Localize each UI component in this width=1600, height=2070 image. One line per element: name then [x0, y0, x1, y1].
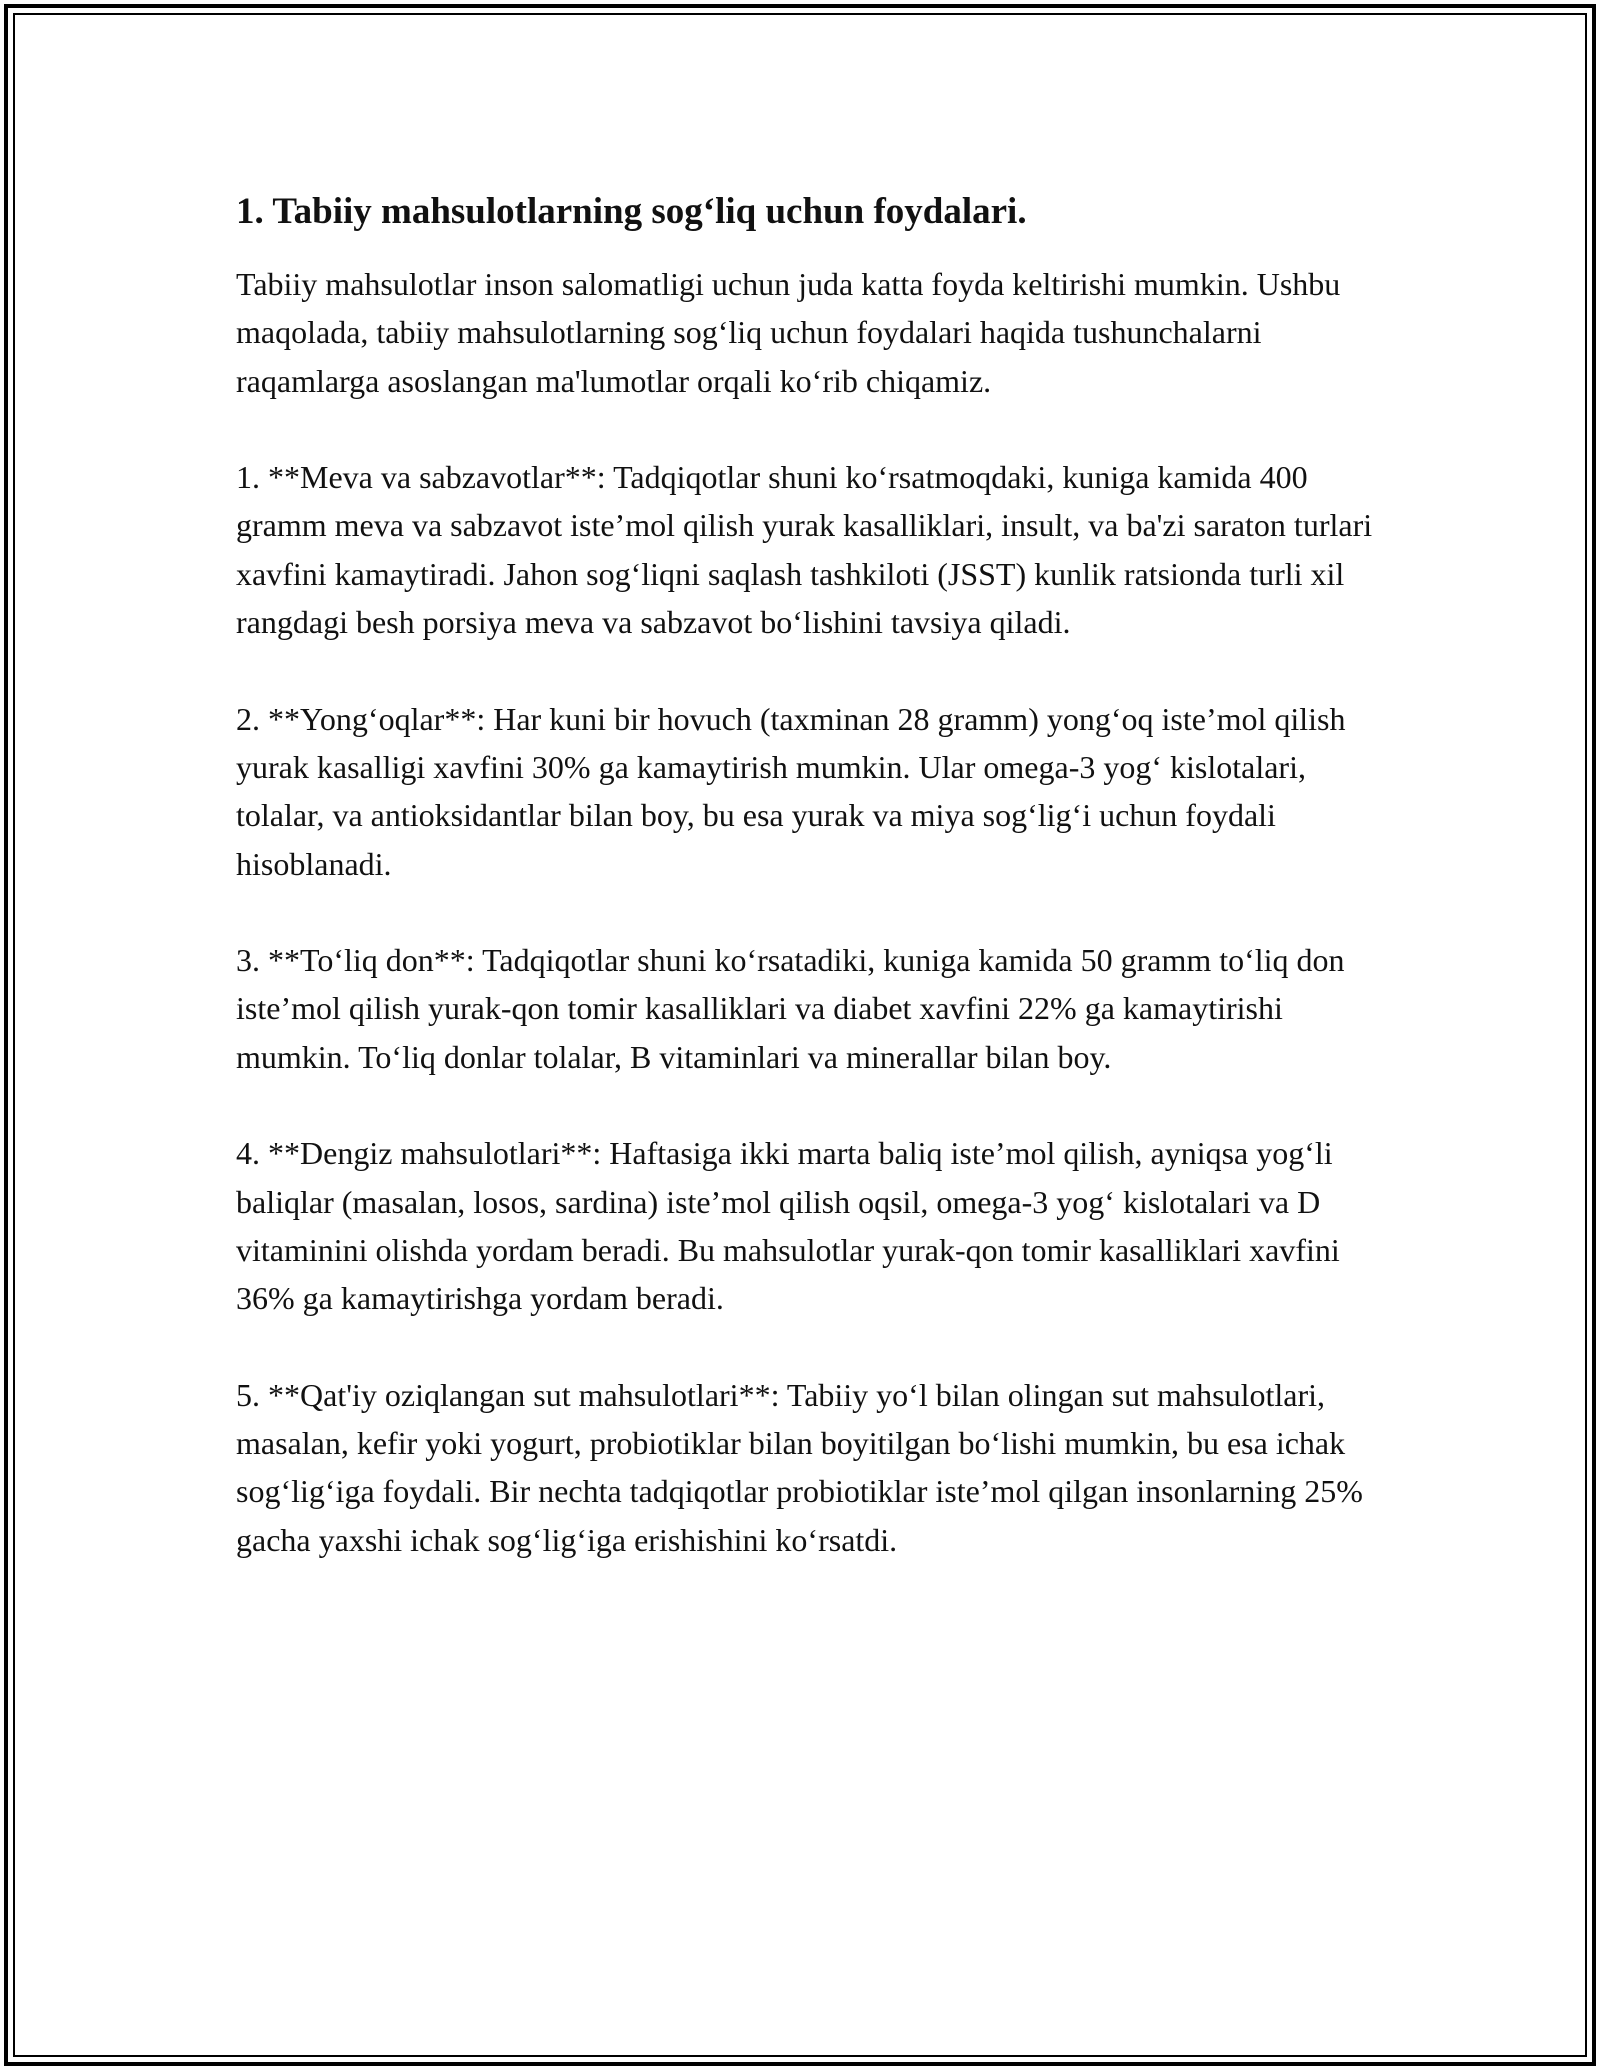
list-item-dairy: 5. **Qat'iy oziqlangan sut mahsulotlari**: Tabiiy yo‘l bilan olingan sut mahsulotlari, masalan, kefir yoki yogurt, probiotiklar bilan boyitilgan bo‘lishi mumkin, bu esa ichak sog‘lig‘iga foydali. Bir nechta tadqiqotlar probiotiklar iste’mol qilgan insonlarning 25% gacha yaxshi ichak sog‘lig‘iga erishishini ko‘rsatdi.	[236, 1376, 1363, 1558]
page-title: 1. Tabiiy mahsulotlarning sog‘liq uchun foydalari.	[236, 191, 1027, 232]
list-item-whole-grain: 3. **To‘liq don**: Tadqiqotlar shuni ko‘rsatadiki, kuniga kamida 50 gramm to‘liq don iste’mol qilish yurak-qon tomir kasalliklari va diabet xavfini 22% ga kamaytirishi mumkin. To‘liq donlar tolalar, B vitaminlari va minerallar bilan boy.	[236, 942, 1345, 1075]
list-item-seafood: 4. **Dengiz mahsulotlari**: Haftasiga ikki marta baliq iste’mol qilish, ayniqsa yog‘li baliqlar (masalan, losos, sardina) iste’mol qilish oqsil, omega-3 yog‘ kislotalari va D vitaminini olishda yordam beradi. Bu mahsulotlar yurak-qon tomir kasalliklari xavfini 36% ga kamaytirishga yordam beradi.	[236, 1135, 1340, 1317]
list-item-fruits-vegetables: 1. **Meva va sabzavotlar**: Tadqiqotlar shuni ko‘rsatmoqdaki, kuniga kamida 400 gramm meva va sabzavot iste’mol qilish yurak kasalliklari, insult, va ba'zi saraton turlari xavfini kamaytiradi. Jahon sog‘liqni saqlash tashkiloti (JSST) kunlik ratsionda turli xil rangdagi besh porsiya meva va sabzavot bo‘lishini tavsiya qiladi.	[236, 459, 1373, 641]
list-item-nuts: 2. **Yong‘oqlar**: Har kuni bir hovuch (taxminan 28 gramm) yong‘oq iste’mol qilish yurak kasalligi xavfini 30% ga kamaytirish mumkin. Ular omega-3 yog‘ kislotalari, tolalar, va antioksidantlar bilan boy, bu esa yurak va miya sog‘lig‘i uchun foydali hisoblanadi.	[236, 700, 1346, 882]
document-body	[236, 188, 1376, 1612]
intro-paragraph: Tabiiy mahsulotlar inson salomatligi uchun juda katta foyda keltirishi mumkin. Ushbu maqolada, tabiiy mahsulotlarning sog‘liq uchun foydalari haqida tushunchalarni raqamlarga asoslangan ma'lumotlar orqali ko‘rib chiqamiz.	[236, 266, 1341, 399]
